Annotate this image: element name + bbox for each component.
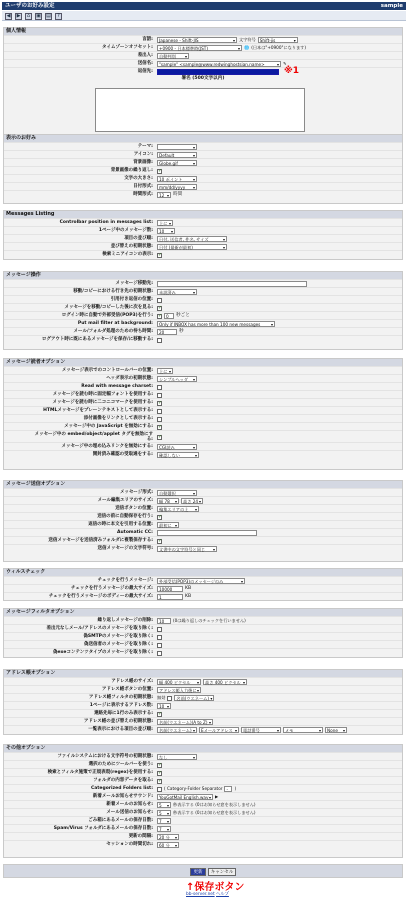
timezone-note: (日本は"+0900"になります) bbox=[251, 45, 307, 50]
image-link-checkbox[interactable] bbox=[157, 417, 162, 422]
section-message-ops bbox=[3, 271, 403, 350]
section-send bbox=[3, 480, 403, 562]
column3-select[interactable]: 電話番号 ▾ bbox=[241, 727, 281, 733]
spam-days-select[interactable]: 7 ▾ bbox=[157, 826, 171, 832]
section-header: その他オプション bbox=[4, 745, 402, 752]
editor-width-select[interactable]: 幅 78 ▾ bbox=[157, 498, 179, 504]
field-label: 新着メールお知らせサウンド: bbox=[92, 794, 153, 799]
site-link[interactable]: bb-server.net bbox=[186, 892, 215, 897]
field-label: 背景画像: bbox=[133, 160, 153, 165]
section-header: メッセージ送信オプション bbox=[4, 481, 402, 488]
duplicate-delete-input[interactable]: 10 bbox=[157, 618, 171, 624]
field-label: アドレス帳フィルタの初期状態: bbox=[88, 695, 153, 700]
field-label: 時間形式: bbox=[133, 192, 153, 197]
section-header: アドレス帳オプション bbox=[4, 670, 402, 677]
sort-select[interactable]: 日付 (最新が最初) ▾ bbox=[157, 244, 227, 250]
embedded-link-select[interactable]: CGI読み ▾ bbox=[157, 444, 197, 450]
from-name-select[interactable]: "sample" <sample@www.redwinghostsian.name> ▾ bbox=[157, 61, 281, 67]
field-label: テーマ: bbox=[137, 144, 153, 149]
field-label: メッセージ移動先: bbox=[115, 281, 153, 286]
background-repeat-checkbox[interactable] bbox=[157, 169, 162, 174]
fake-sender-checkbox[interactable] bbox=[157, 643, 162, 648]
field-label: 新着メールのお知らせ: bbox=[106, 802, 153, 807]
field-label: メッセージを読む時に二コニコマークを使用する: bbox=[52, 400, 153, 405]
field-label: ファイルシステムにおける文字符号の初期状態: bbox=[57, 754, 153, 759]
field-label: 選択のためにツールバーを使う: bbox=[88, 762, 153, 767]
next-after-move-checkbox[interactable] bbox=[157, 306, 162, 311]
column-order-select[interactable]: 日付, 送信者, 件名, サイズ ▾ bbox=[157, 236, 227, 242]
section-header: 個人情報 bbox=[4, 28, 402, 35]
field-label: 返信の時に本文を引用する位置: bbox=[88, 522, 153, 527]
section-other bbox=[3, 744, 403, 858]
unit-label: 時間 bbox=[173, 192, 183, 197]
field-label: メッセージを移動/コピーした後に次を見る: bbox=[64, 305, 153, 310]
section-display bbox=[3, 134, 403, 204]
header-display-select[interactable]: シンプルヘッダ ▾ bbox=[157, 376, 197, 382]
move-default-select[interactable]: 未読済み ▾ bbox=[157, 289, 197, 295]
hint-text: ) bbox=[234, 786, 237, 791]
html-as-text-checkbox[interactable] bbox=[157, 409, 162, 414]
field-label: 文字の大きさ: bbox=[124, 176, 153, 181]
addressbook-height-select[interactable]: 高さ 400 ピクセル ▾ bbox=[203, 679, 247, 685]
field-label: Automatic CC: bbox=[117, 530, 153, 535]
globe-icon: 🌐 bbox=[244, 45, 250, 50]
charset-checkbox[interactable] bbox=[157, 385, 162, 390]
help-link[interactable]: ヘルプ bbox=[216, 892, 229, 897]
cancel-button[interactable]: キャンセル bbox=[208, 868, 236, 876]
fixed-font-checkbox[interactable] bbox=[157, 393, 162, 398]
field-label: 添付画像をリンクとして表示する: bbox=[83, 416, 153, 421]
field-label: 送信メッセージの文字符号: bbox=[97, 546, 153, 551]
section-header: Messages Listing bbox=[4, 211, 402, 218]
refresh-interval-select[interactable]: 20 分 ▾ bbox=[157, 834, 179, 840]
forward-icon[interactable]: ▶ bbox=[16, 12, 21, 19]
read-receipt-select[interactable]: 確認しない ▾ bbox=[157, 452, 199, 458]
field-label: 差出元なしメール/アドレスのメッセージを取り除く: bbox=[46, 626, 153, 631]
field-label: Controlbar position in messages list: bbox=[59, 220, 153, 225]
field-label: Categorized Folders list: bbox=[90, 786, 153, 791]
option-label: 無効 bbox=[157, 695, 166, 700]
field-label: メッセージ形式: bbox=[119, 490, 153, 495]
column5-select[interactable]: None ▾ bbox=[325, 727, 347, 733]
field-label: タイムゾーンオフセット: bbox=[102, 45, 153, 50]
field-label: チェックを行うメッセージの最大サイズ: bbox=[70, 586, 153, 591]
note-mark: ※1 bbox=[284, 66, 300, 76]
field-label: Spam/Virus フォルダにあるメールの保存日数: bbox=[53, 826, 153, 831]
field-label: メール編集エリアのサイズ: bbox=[97, 498, 153, 503]
save-button-annotation: ↑保存ボタン bbox=[186, 882, 245, 893]
addressbook-filter-checkbox[interactable] bbox=[167, 696, 172, 701]
column1-select[interactable]: 名前(ウエネーム) ▾ bbox=[157, 727, 197, 733]
icon-select[interactable]: Default ▾ bbox=[157, 152, 197, 158]
section-header: メッセージフィルタオプション bbox=[4, 609, 402, 616]
section-header: ウィルスチェック bbox=[4, 569, 402, 576]
field-label: 偽送信者のメッセージを取り除く: bbox=[83, 642, 153, 647]
fake-smtp-checkbox[interactable] bbox=[157, 635, 162, 640]
field-label: 移動/コピーにおける行き先の初期状態: bbox=[73, 289, 153, 294]
section-virus bbox=[3, 568, 403, 601]
section-header: 表示のお好み bbox=[4, 135, 402, 142]
session-timeout-select[interactable]: 60 分 ▾ bbox=[157, 842, 179, 848]
charset-label: 文字符号 bbox=[239, 37, 256, 42]
field-label: 偽exeコンテンツタイプのメッセージを取り除く: bbox=[52, 650, 153, 655]
send-charset-select[interactable]: 文書中の文字符号と同じ ▾ bbox=[157, 546, 217, 552]
play-icon[interactable]: ▶ bbox=[215, 794, 219, 799]
disable-js-checkbox[interactable] bbox=[157, 425, 162, 430]
autosave-checkbox[interactable] bbox=[157, 515, 162, 520]
messages-per-page-select[interactable]: 10 ▾ bbox=[157, 228, 175, 234]
one-line-checkbox[interactable] bbox=[157, 712, 162, 717]
section-listing bbox=[3, 210, 403, 260]
field-label: ごみ箱にあるメールの保存日数: bbox=[88, 818, 153, 823]
field-label: メッセージ中の JavaScript を無効にする: bbox=[64, 424, 153, 429]
field-label: 引用付き返信の位置: bbox=[110, 297, 153, 302]
section-header: メッセージ操作 bbox=[4, 272, 402, 279]
fake-exe-checkbox[interactable] bbox=[157, 651, 162, 656]
back-icon[interactable]: ◀ bbox=[6, 12, 11, 19]
field-label: 開封済み確認の受取通をする: bbox=[92, 452, 153, 457]
folder-data-checkbox[interactable] bbox=[157, 779, 162, 784]
addressbook-sort-select[interactable]: 名前(ウエネーム)(A to Z) ▾ bbox=[157, 719, 213, 725]
field-label: メール送信のお知らせ: bbox=[106, 810, 153, 815]
field-label: チェックを行うメッセージのボディーの最大サイズ: bbox=[48, 594, 153, 599]
signature-label: 署名 (500文字以内) bbox=[181, 76, 225, 81]
hint-text: 秒表示する (0はお知らせ窓を表示しません) bbox=[173, 810, 256, 815]
field-label: メール/フォルダ処理のための待ち時間: bbox=[73, 329, 153, 334]
button-bar bbox=[3, 864, 403, 878]
separator-input[interactable]: - bbox=[224, 786, 232, 792]
field-label: Read with message charset: bbox=[81, 384, 153, 389]
background-select[interactable]: Globe.gif ▾ bbox=[157, 160, 197, 166]
virus-check-select[interactable]: 外部受信(POP3)のメッセージのみ ▾ bbox=[157, 578, 245, 584]
field-label: 送信名: bbox=[137, 61, 153, 66]
search-icon-checkbox[interactable] bbox=[157, 253, 162, 258]
field-label: 1ページ中のメッセージ数: bbox=[98, 228, 153, 233]
field-label: アドレス帳の並び替えの初期状態: bbox=[83, 719, 153, 724]
window-title: ユーザのお好み設定 bbox=[5, 3, 55, 9]
quote-position-select[interactable]: 最初に ▾ bbox=[157, 522, 179, 528]
hint-text: ( Category-Folder Separator bbox=[164, 786, 223, 791]
addressbook-filter-select[interactable]: 名前(ウエネーム) ▾ bbox=[174, 695, 214, 701]
column2-select[interactable]: Eメールアドレス ▾ bbox=[199, 727, 239, 733]
regex-checkbox[interactable] bbox=[157, 771, 162, 776]
field-label: ログアウト時に既にあるメッセージを保存/に移動する: bbox=[41, 337, 153, 342]
field-label: ログイン時に自動で外部受信(POP3)を行う: bbox=[61, 313, 153, 318]
mail-filter-select[interactable]: Only if INBOX has more than 100 new messages ▾ bbox=[157, 321, 275, 327]
field-label: アドレス帳ボタンの位置: bbox=[101, 687, 153, 692]
field-label: 送信ボタンの位置: bbox=[115, 506, 153, 511]
addressbook-width-select[interactable]: 幅 400 ピクセル ▾ bbox=[157, 679, 201, 685]
field-label: メッセージ表示でのコントロールバーの位置: bbox=[61, 368, 153, 373]
field-label: 日付形式: bbox=[133, 184, 153, 189]
new-mail-notify-select[interactable]: 5 ▾ bbox=[157, 802, 171, 808]
no-sender-checkbox[interactable] bbox=[157, 627, 162, 632]
field-label: フォルダの内容データを取る: bbox=[93, 778, 153, 783]
section-filter bbox=[3, 608, 403, 658]
field-label: 検索ミニアイコンの表示: bbox=[102, 252, 153, 257]
help-icon[interactable]: ? bbox=[55, 13, 62, 20]
field-label: 送信の前に自動保存を行う: bbox=[97, 514, 153, 519]
controlbar-select[interactable]: 上に ▾ bbox=[157, 220, 173, 226]
send-button-position-select[interactable]: 編集エリアの上 ▾ bbox=[157, 506, 199, 512]
toolbar-select-checkbox[interactable] bbox=[157, 763, 162, 768]
footer bbox=[186, 891, 229, 897]
field-label: アイコン: bbox=[133, 152, 153, 157]
field-label: 並び替えの初期状態: bbox=[110, 244, 153, 249]
editor-height-select[interactable]: 高さ 24 ▾ bbox=[181, 498, 203, 504]
logout-move-checkbox[interactable] bbox=[157, 338, 162, 343]
unit-label: 秒 bbox=[179, 329, 184, 334]
disable-embed-checkbox[interactable] bbox=[157, 435, 162, 440]
field-label: メッセージ中の埋め込みリンクを無効にする: bbox=[61, 444, 153, 449]
field-label: 送信メッセージを送信済みフォルダに複製保存する: bbox=[48, 538, 153, 543]
virus-max-size-input[interactable]: 10000 bbox=[157, 586, 183, 592]
hint-text: (0は繰り返しのチェックを行いません) bbox=[173, 618, 246, 623]
wait-time-input[interactable]: 20 bbox=[157, 329, 177, 335]
virus-body-size-input[interactable]: 1 bbox=[157, 594, 183, 600]
hint-text: 秒表示する (0はお知らせ窓を表示しません) bbox=[173, 802, 256, 807]
home-icon[interactable]: ⌂ bbox=[26, 12, 31, 19]
send-notify-select[interactable]: 5 ▾ bbox=[157, 810, 171, 816]
language-select[interactable]: Japanese - Shift-JIS ▾ bbox=[157, 37, 237, 43]
unit-label: 秒ごと bbox=[176, 313, 190, 318]
timezone-select[interactable]: +0900 - 日本標準時(JST) ▾ bbox=[157, 45, 242, 51]
field-label: 更新の間隔: bbox=[128, 834, 153, 839]
charset-select[interactable]: Shift-jis ▾ bbox=[258, 37, 298, 43]
font-size-select[interactable]: 10 ポイント ▾ bbox=[157, 176, 197, 182]
field-label: ヘッダ表示の初期状態: bbox=[106, 376, 153, 381]
time-format-select[interactable]: 12 ▾ bbox=[157, 192, 171, 198]
field-label: メッセージを読む時に固定幅フォントを使用する: bbox=[52, 392, 153, 397]
field-label: メッセージ中の embed/object/applet タグを無効にする: bbox=[34, 432, 153, 442]
field-label: チェックを行うメッセージ: bbox=[97, 578, 153, 583]
field-label: 繰り返しメッセージの削除: bbox=[97, 618, 153, 623]
message-format-select[interactable]: 自動選択 ▾ bbox=[157, 490, 197, 496]
field-label: Put mail filter at background: bbox=[77, 321, 153, 326]
field-label: 言語: bbox=[142, 37, 153, 42]
addressbook-button-select[interactable]: アドレス帳入力後に ▾ bbox=[157, 687, 201, 693]
field-label: 項目の並び順: bbox=[124, 236, 153, 241]
sender-select[interactable]: 自動判別 ▾ bbox=[157, 53, 189, 59]
field-label: 1ページに表示するアドレス数: bbox=[89, 703, 153, 708]
signature-textarea[interactable] bbox=[95, 88, 305, 132]
field-label: 差出人: bbox=[137, 53, 153, 58]
unit-label: KB bbox=[185, 594, 192, 599]
window-title-bar bbox=[2, 2, 406, 10]
categorized-folders-checkbox[interactable] bbox=[157, 787, 162, 792]
trash-days-select[interactable]: 7 ▾ bbox=[157, 818, 171, 824]
toolbar bbox=[2, 11, 406, 21]
section-header: メッセージ読者オプション bbox=[4, 359, 402, 366]
print-icon[interactable]: ▤ bbox=[46, 12, 51, 19]
date-format-select[interactable]: mm/dd/yyyy ▾ bbox=[157, 184, 197, 190]
field-label: 連絡先毎に1行のみ表示する: bbox=[94, 711, 153, 716]
pop3-interval-input[interactable]: 0 bbox=[164, 313, 174, 319]
field-label: 返信先: bbox=[137, 69, 153, 74]
quote-position-checkbox[interactable] bbox=[157, 298, 162, 303]
field-label: 検索とフィルタ施策で正規表現(regex)を使用する: bbox=[47, 770, 153, 775]
addresses-per-page-select[interactable]: 10 ▾ bbox=[157, 703, 171, 709]
column4-select[interactable]: メモ ▾ bbox=[283, 727, 323, 733]
section-addressbook bbox=[3, 669, 403, 735]
pop3-login-checkbox[interactable] bbox=[157, 314, 162, 319]
user-name: sample bbox=[380, 3, 403, 9]
unit-label: KB bbox=[185, 586, 192, 591]
section-read bbox=[3, 358, 403, 470]
field-label: 偽SMTPのメッセージを取り除く: bbox=[83, 634, 153, 639]
field-label: セッションの時間切れ: bbox=[106, 842, 153, 847]
field-label: HTMLメッセージをプレーンテキストとして表示する: bbox=[43, 408, 153, 413]
save-icon[interactable]: ▣ bbox=[36, 12, 41, 19]
field-label: 背景画像の繰り返し: bbox=[110, 168, 153, 173]
field-label: アドレス帳のサイズ: bbox=[111, 679, 153, 684]
sound-select[interactable]: YouGotMail English.wav ▾ bbox=[157, 794, 213, 800]
save-sent-checkbox[interactable] bbox=[157, 539, 162, 544]
field-label: 一覧表示における項目の並び順: bbox=[88, 727, 153, 732]
smiley-checkbox[interactable] bbox=[157, 401, 162, 406]
read-controlbar-select[interactable]: 上に ▾ bbox=[157, 368, 173, 374]
save-button[interactable]: 更新 bbox=[190, 868, 206, 876]
edit-icon[interactable]: ✎ bbox=[283, 61, 287, 66]
fs-charset-select[interactable]: なし ▾ bbox=[157, 754, 197, 760]
